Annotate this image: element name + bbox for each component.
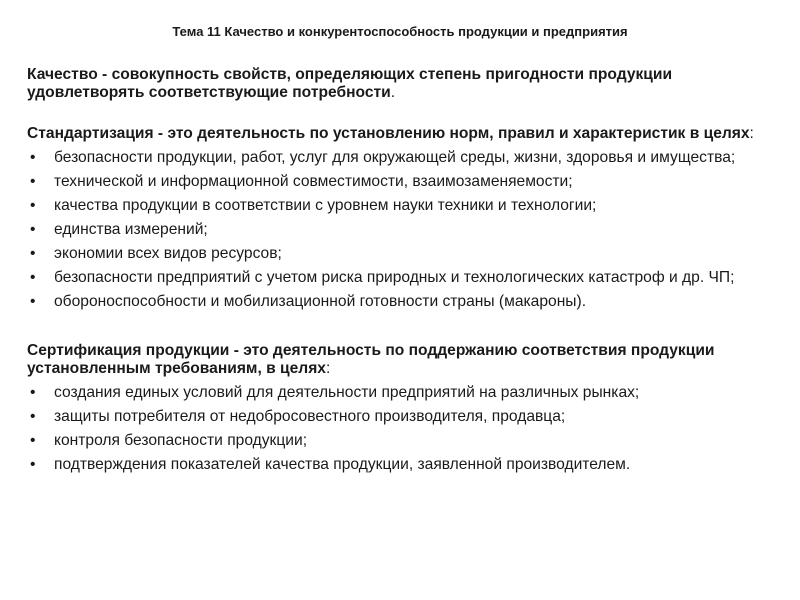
slide-content	[27, 66, 777, 480]
list-item	[27, 245, 774, 263]
quality-definition	[27, 66, 777, 102]
list-item-text: единства измерений;	[54, 221, 208, 238]
certification-heading	[27, 342, 777, 378]
list-item	[27, 173, 774, 191]
certification-heading-colon: :	[325, 360, 331, 377]
standardization-heading-colon: :	[749, 125, 754, 142]
bullet-icon: •	[30, 293, 36, 310]
list-item-text: качества продукции в соответствии с уровнем науки техники и технологии;	[54, 197, 597, 214]
certification-list	[27, 384, 777, 474]
list-item-text: подтверждения показателей качества продукции, заявленной производителем.	[54, 456, 631, 473]
list-item-text: обороноспособности и мобилизационной готовности страны (макароны).	[54, 293, 587, 310]
bullet-icon: •	[30, 149, 36, 166]
list-item-text: технической и информационной совместимости, взаимозаменяемости;	[54, 173, 573, 190]
list-item-text: безопасности предприятий с учетом риска природных и технологических катастроф и др. ЧП;	[54, 269, 735, 286]
list-item-text: экономии всех видов ресурсов;	[54, 245, 282, 262]
list-item	[27, 269, 774, 287]
certification-heading-text: Сертификация продукции - это деятельность по поддержанию соответствия продукции установленным требованиям, в целях	[27, 342, 715, 377]
list-item-text: безопасности продукции, работ, услуг для окружающей среды, жизни, здоровья и имущества;	[54, 149, 736, 166]
quality-definition-text: Качество - совокупность свойств, определяющих степень пригодности продукции удовлетворять соответствующие потребности	[27, 66, 673, 101]
list-item-text: защиты потребителя от недобросовестного производителя, продавца;	[54, 408, 566, 425]
bullet-icon: •	[30, 384, 36, 401]
list-item	[27, 221, 774, 239]
bullet-icon: •	[30, 408, 36, 425]
list-item-text: контроля безопасности продукции;	[54, 432, 308, 449]
bullet-icon: •	[30, 432, 36, 449]
standardization-heading-text: Стандартизация - это деятельность по установлению норм, правил и характеристик в целях	[27, 125, 750, 142]
bullet-icon: •	[30, 269, 36, 286]
list-item	[27, 408, 774, 426]
quality-definition-end: .	[390, 84, 396, 101]
standardization-list	[27, 149, 777, 311]
list-item	[27, 384, 774, 402]
bullet-icon: •	[30, 173, 36, 190]
list-item	[27, 456, 774, 474]
list-item	[27, 197, 774, 215]
list-item-text: создания единых условий для деятельности предприятий на различных рынках;	[54, 384, 640, 401]
bullet-icon: •	[30, 245, 36, 262]
list-item	[27, 293, 774, 311]
list-item	[27, 432, 774, 450]
list-item	[27, 149, 774, 167]
slide-title: Тема 11 Качество и конкурентоспособность продукции и предприятия	[172, 24, 628, 39]
bullet-icon: •	[30, 197, 36, 214]
bullet-icon: •	[30, 221, 36, 238]
standardization-heading	[27, 125, 777, 143]
bullet-icon: •	[30, 456, 36, 473]
